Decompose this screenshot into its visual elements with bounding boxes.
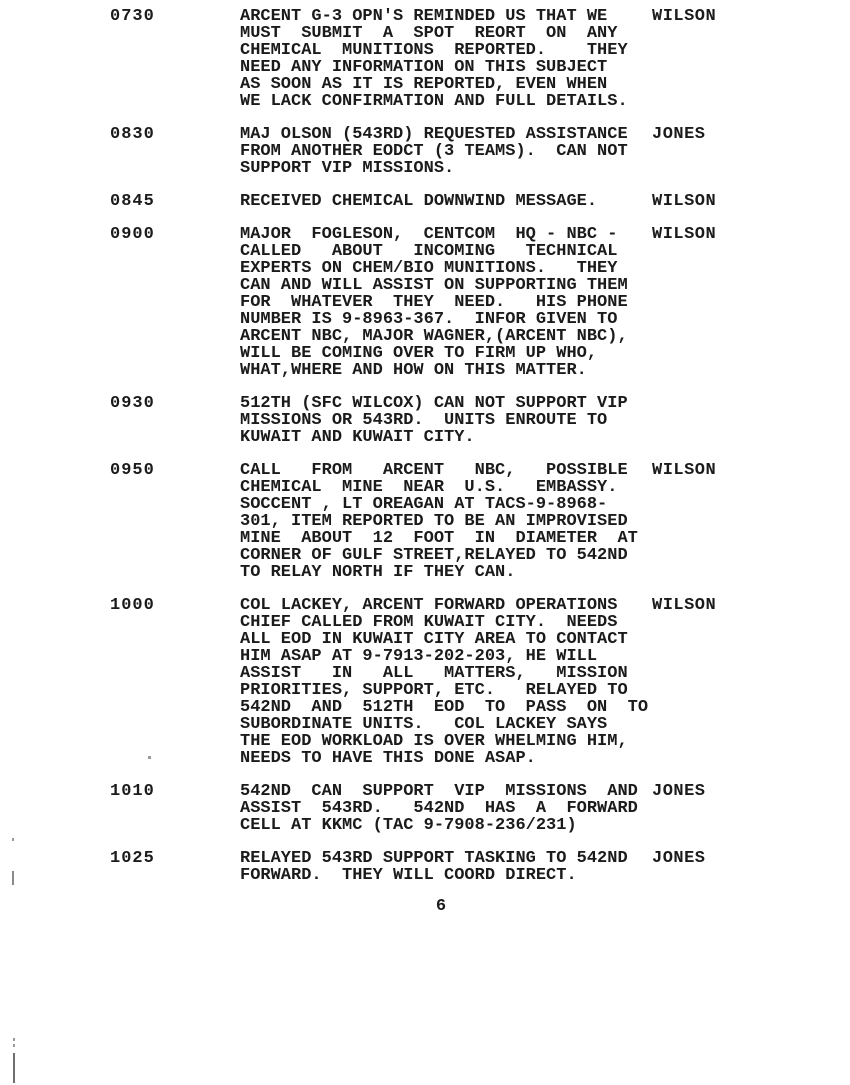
entry-text-line: FOR WHATEVER THEY NEED. HIS PHONE bbox=[240, 293, 628, 312]
entry-text bbox=[240, 462, 642, 581]
entry-text-line: ASSIST 543RD. 542ND HAS A FORWARD bbox=[240, 799, 638, 818]
entry-operator: JONES bbox=[652, 849, 706, 868]
page-number: 6 bbox=[435, 897, 447, 916]
entry-time: 1000 bbox=[110, 596, 155, 615]
entry-text-line: CAN AND WILL ASSIST ON SUPPORTING THEM bbox=[240, 276, 628, 295]
entry-text bbox=[240, 193, 642, 210]
entry-text-line: SUBORDINATE UNITS. COL LACKEY SAYS bbox=[240, 715, 608, 734]
entry-operator: JONES bbox=[652, 782, 706, 801]
entry-text-line: MUST SUBMIT A SPOT REORT ON ANY bbox=[240, 24, 618, 43]
scan-artifact bbox=[12, 838, 14, 841]
entry-text-line: THE EOD WORKLOAD IS OVER WHELMING HIM, bbox=[240, 732, 628, 751]
entry-operator: WILSON bbox=[652, 192, 717, 211]
entry-text-line: EXPERTS ON CHEM/BIO MUNITIONS. THEY bbox=[240, 259, 618, 278]
entry-text-line: MINE ABOUT 12 FOOT IN DIAMETER AT bbox=[240, 529, 638, 548]
entry-text-line: CALLED ABOUT INCOMING TECHNICAL bbox=[240, 242, 618, 261]
entry-text-line: ALL EOD IN KUWAIT CITY AREA TO CONTACT bbox=[240, 630, 628, 649]
log-entry bbox=[110, 226, 850, 379]
entry-text-line: PRIORITIES, SUPPORT, ETC. RELAYED TO bbox=[240, 681, 628, 700]
entry-text-line: KUWAIT AND KUWAIT CITY. bbox=[240, 428, 475, 447]
entry-text-line: RECEIVED CHEMICAL DOWNWIND MESSAGE. bbox=[240, 192, 598, 211]
entry-time: 1010 bbox=[110, 782, 155, 801]
entry-text-line: NEED ANY INFORMATION ON THIS SUBJECT bbox=[240, 58, 608, 77]
entry-time: 0830 bbox=[110, 125, 155, 144]
entry-text bbox=[240, 126, 642, 177]
scan-artifact bbox=[13, 1038, 15, 1041]
scan-artifact bbox=[12, 871, 14, 885]
scan-artifact bbox=[13, 1044, 15, 1047]
entry-text-line: 542ND AND 512TH EOD TO PASS ON TO bbox=[240, 698, 649, 717]
entry-text-line: ARCENT G-3 OPN'S REMINDED US THAT WE bbox=[240, 7, 608, 26]
log-entry bbox=[110, 597, 850, 767]
entry-text-line: SOCCENT , LT OREAGAN AT TACS-9-8968- bbox=[240, 495, 608, 514]
entry-operator: WILSON bbox=[652, 7, 717, 26]
entry-text bbox=[240, 850, 642, 884]
entry-text-line: RELAYED 543RD SUPPORT TASKING TO 542ND bbox=[240, 849, 628, 868]
entry-text-line: ARCENT NBC, MAJOR WAGNER,(ARCENT NBC), bbox=[240, 327, 628, 346]
entry-time: 0930 bbox=[110, 394, 155, 413]
log-entry bbox=[110, 850, 850, 884]
entry-text bbox=[240, 783, 642, 834]
entry-text-line: WE LACK CONFIRMATION AND FULL DETAILS. bbox=[240, 92, 628, 111]
entry-text-line: CALL FROM ARCENT NBC, POSSIBLE bbox=[240, 461, 628, 480]
log-entry bbox=[110, 126, 850, 177]
entry-text-line: 542ND CAN SUPPORT VIP MISSIONS AND bbox=[240, 782, 638, 801]
entry-text-line: COL LACKEY, ARCENT FORWARD OPERATIONS bbox=[240, 596, 618, 615]
entry-text-line: FROM ANOTHER EODCT (3 TEAMS). CAN NOT bbox=[240, 142, 628, 161]
entry-text-line: WHAT,WHERE AND HOW ON THIS MATTER. bbox=[240, 361, 587, 380]
entry-text-line: CELL AT KKMC (TAC 9-7908-236/231) bbox=[240, 816, 577, 835]
entry-operator: WILSON bbox=[652, 596, 717, 615]
entry-text bbox=[240, 8, 642, 110]
log-entries bbox=[110, 8, 850, 900]
entry-text-line: TO RELAY NORTH IF THEY CAN. bbox=[240, 563, 516, 582]
entry-time: 0730 bbox=[110, 7, 155, 26]
entry-text bbox=[240, 395, 642, 446]
entry-text-line: 301, ITEM REPORTED TO BE AN IMPROVISED bbox=[240, 512, 628, 531]
entry-text-line: FORWARD. THEY WILL COORD DIRECT. bbox=[240, 866, 577, 885]
entry-operator: WILSON bbox=[652, 461, 717, 480]
entry-time: 0845 bbox=[110, 192, 155, 211]
entry-text-line: MAJOR FOGLESON, CENTCOM HQ - NBC - bbox=[240, 225, 618, 244]
entry-text bbox=[240, 596, 649, 768]
entry-text-line: CHEMICAL MINE NEAR U.S. EMBASSY. bbox=[240, 478, 618, 497]
entry-text-line: CHIEF CALLED FROM KUWAIT CITY. NEEDS bbox=[240, 613, 618, 632]
entry-text-line: NEEDS TO HAVE THIS DONE ASAP. bbox=[240, 749, 536, 768]
entry-text-line: SUPPORT VIP MISSIONS. bbox=[240, 159, 455, 178]
entry-operator: JONES bbox=[652, 125, 706, 144]
entry-time: 0950 bbox=[110, 461, 155, 480]
entry-text-line: ASSIST IN ALL MATTERS, MISSION bbox=[240, 664, 628, 683]
log-entry bbox=[110, 783, 850, 834]
entry-text bbox=[240, 226, 642, 379]
scan-artifact bbox=[148, 756, 151, 759]
log-entry bbox=[110, 193, 850, 210]
entry-text-line: AS SOON AS IT IS REPORTED, EVEN WHEN bbox=[240, 75, 608, 94]
entry-text-line: MAJ OLSON (543RD) REQUESTED ASSISTANCE bbox=[240, 125, 628, 144]
entry-text-line: NUMBER IS 9-8963-367. INFOR GIVEN TO bbox=[240, 310, 618, 329]
entry-text-line: HIM ASAP AT 9-7913-202-203, HE WILL bbox=[240, 647, 598, 666]
entry-text-line: CHEMICAL MUNITIONS REPORTED. THEY bbox=[240, 41, 628, 60]
entry-text-line: 512TH (SFC WILCOX) CAN NOT SUPPORT VIP bbox=[240, 394, 628, 413]
entry-time: 1025 bbox=[110, 849, 155, 868]
entry-text-line: MISSIONS OR 543RD. UNITS ENROUTE TO bbox=[240, 411, 608, 430]
entry-text-line: WILL BE COMING OVER TO FIRM UP WHO, bbox=[240, 344, 598, 363]
log-entry bbox=[110, 8, 850, 110]
scan-artifact bbox=[13, 1053, 15, 1083]
entry-operator: WILSON bbox=[652, 225, 717, 244]
log-entry bbox=[110, 395, 850, 446]
entry-text-line: CORNER OF GULF STREET,RELAYED TO 542ND bbox=[240, 546, 628, 565]
log-entry bbox=[110, 462, 850, 581]
entry-time: 0900 bbox=[110, 225, 155, 244]
